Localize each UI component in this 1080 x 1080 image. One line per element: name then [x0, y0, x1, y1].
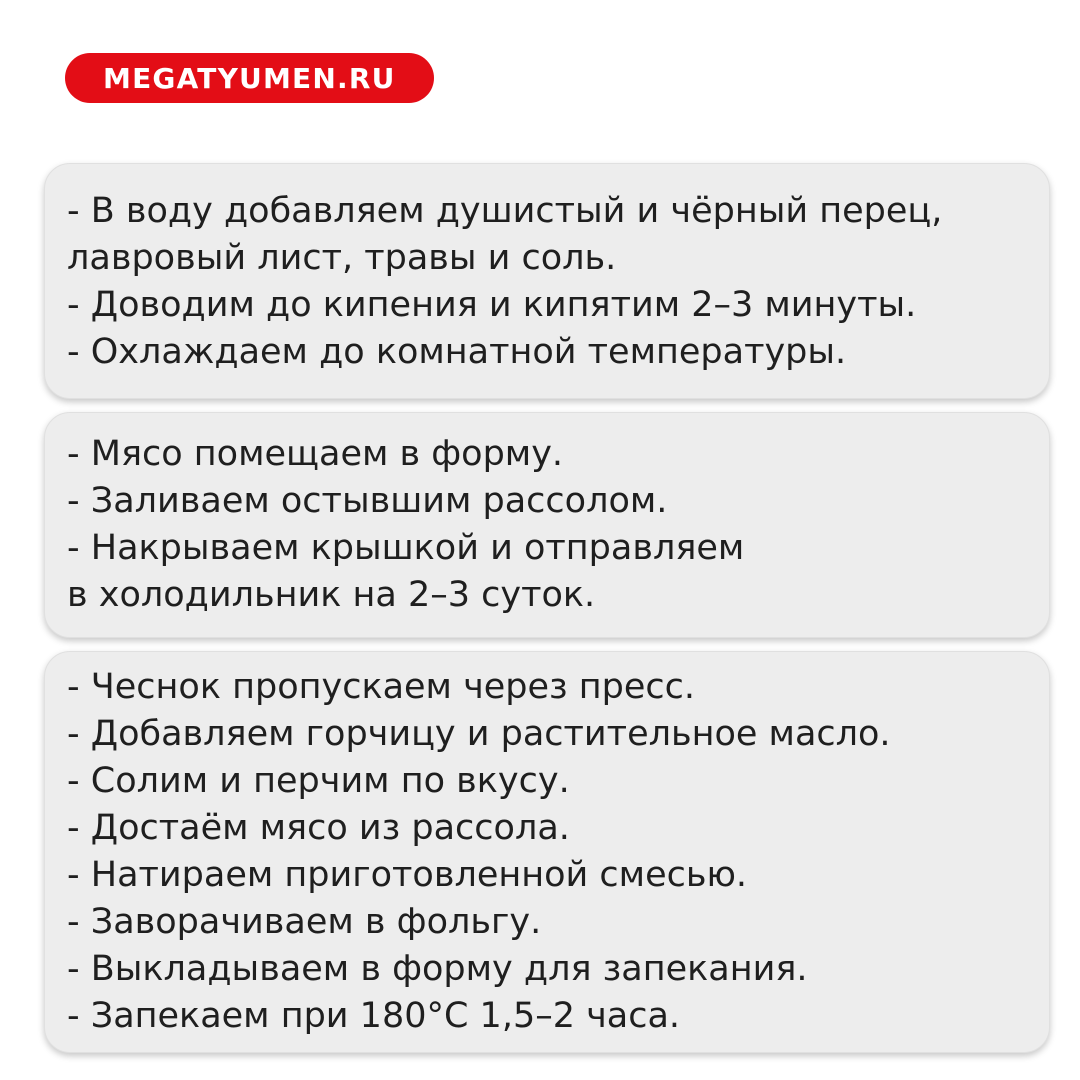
recipe-step-line: - Чеснок пропускаем через пресс. [67, 667, 696, 707]
recipe-step-line: - Накрываем крышкой и отправляем [67, 528, 745, 568]
recipe-steps-column [44, 163, 1050, 1053]
recipe-step-line: в холодильник на 2–3 суток. [67, 575, 596, 615]
site-badge-label: MEGATYUMEN.RU [103, 61, 396, 95]
recipe-step-line: - Натираем приготовленной смесью. [67, 855, 748, 895]
site-badge [65, 53, 434, 103]
recipe-step-line: - Мясо помещаем в форму. [67, 434, 564, 474]
recipe-card-bake [44, 651, 1050, 1053]
recipe-step-line: - Запекаем при 180°C 1,5–2 часа. [67, 996, 681, 1036]
recipe-step-line: - Охлаждаем до комнатной температуры. [67, 332, 847, 372]
recipe-step-line: - Заливаем остывшим рассолом. [67, 481, 668, 521]
recipe-step-line: - В воду добавляем душистый и чёрный перец, [67, 191, 943, 231]
recipe-step-line: - Выкладываем в форму для запекания. [67, 949, 808, 989]
recipe-step-line: - Достаём мясо из рассола. [67, 808, 570, 848]
recipe-step-line: - Заворачиваем в фольгу. [67, 902, 542, 942]
recipe-step-line: - Солим и перчим по вкусу. [67, 761, 570, 801]
recipe-card-soak [44, 412, 1050, 638]
recipe-step-line: лавровый лист, травы и соль. [67, 238, 617, 278]
recipe-step-line: - Добавляем горчицу и растительное масло. [67, 714, 891, 754]
recipe-step-line: - Доводим до кипения и кипятим 2–3 минуты. [67, 285, 917, 325]
recipe-card-brine [44, 163, 1050, 399]
